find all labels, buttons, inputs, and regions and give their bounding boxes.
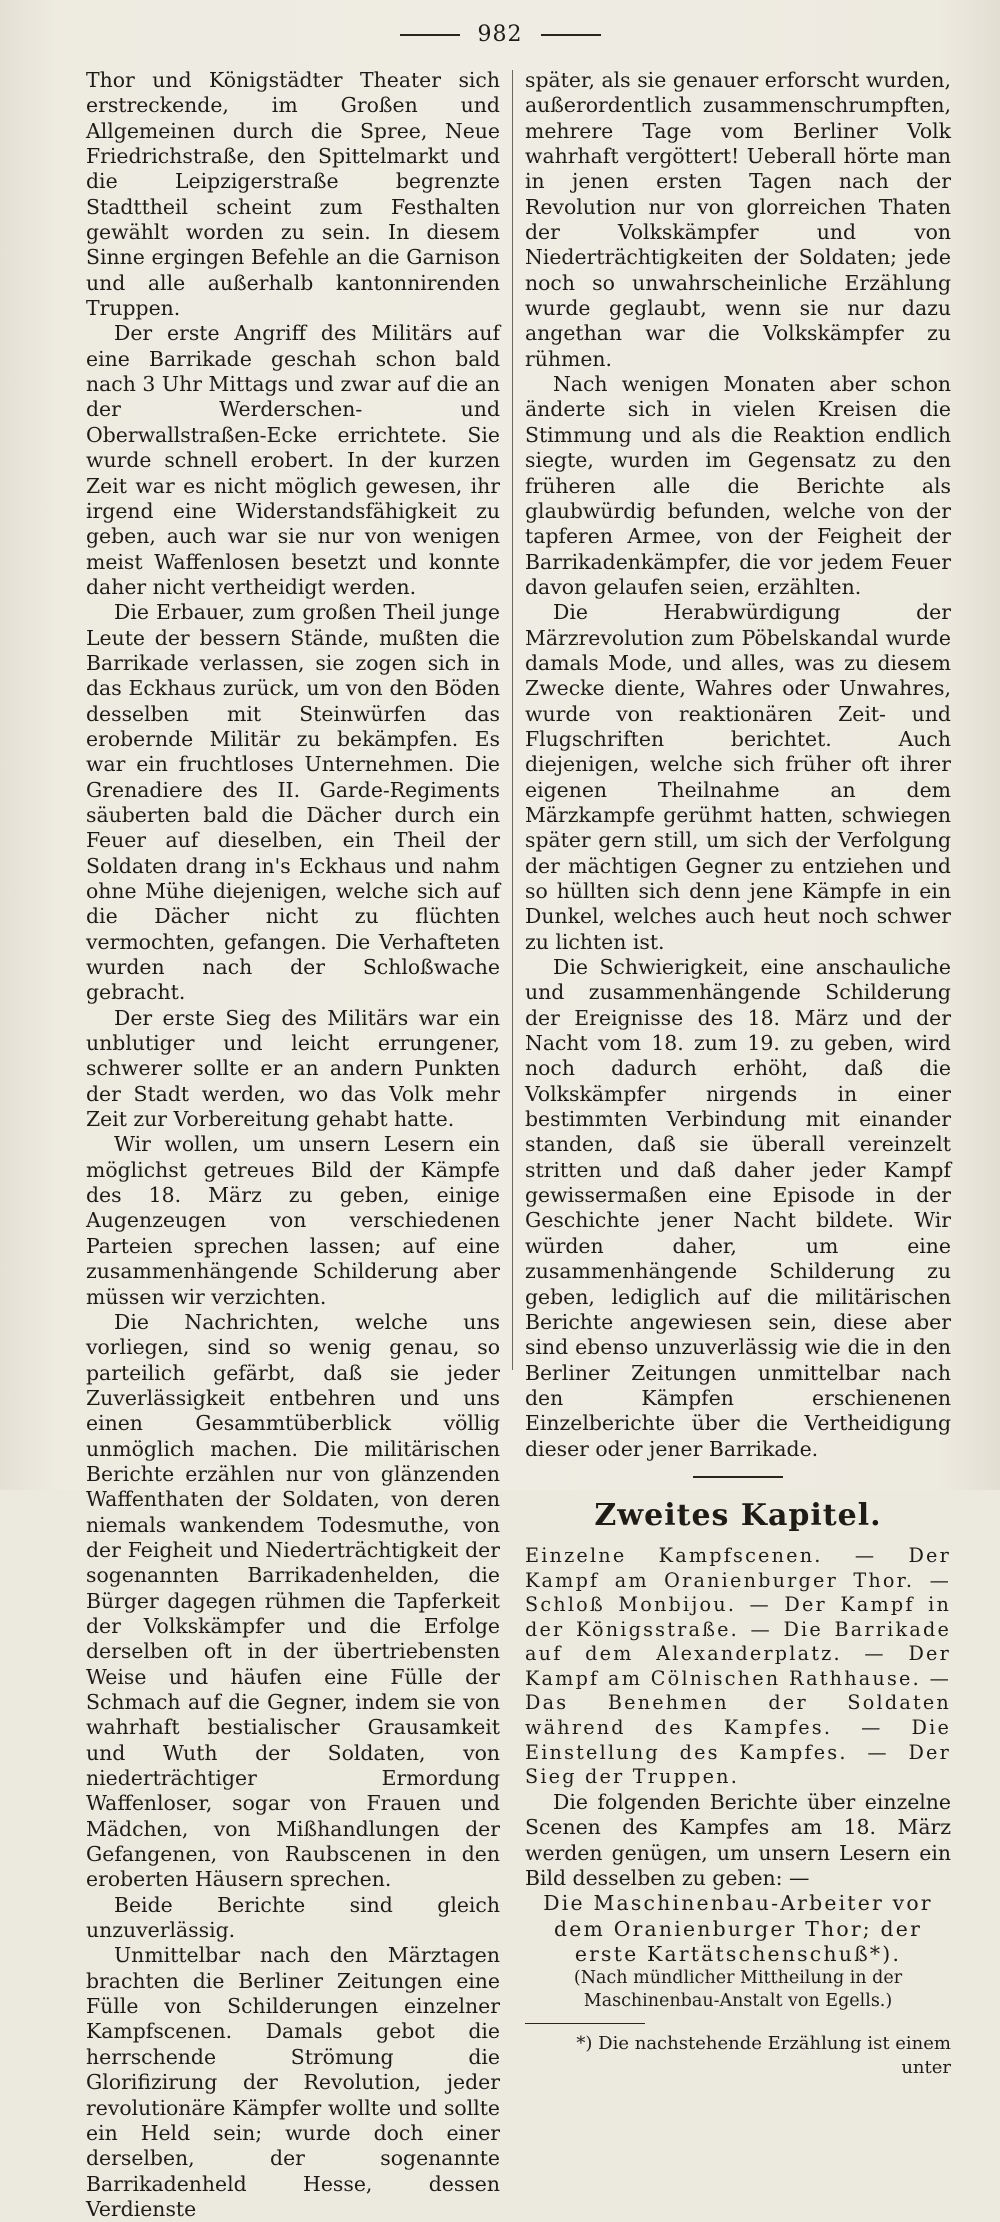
chapter-title: Zweites Kapitel. — [594, 1497, 882, 1533]
right-column — [525, 68, 951, 2080]
paragraph: Die Erbauer, zum großen Theil junge Leute der bessern Stände, mußten die Barrikade verlassen, sie zogen sich in das Eckhaus zurück, um von den Böden desselben mit Steinwürfen das erobernde Militär zu bekämpfen. Es war ein fruchtloses Unternehmen. Die Grenadiere des II. Garde-Regiments säuberten bald die Dächer durch ein Feuer auf dieselben, ein Theil der Soldaten drang in's Eckhaus und nahm ohne Mühe diejenigen, welche sich auf die Dächer nicht zu flüchten vermochten, gefangen. Die Verhafteten wurden nach der Schloßwache gebracht. — [86, 600, 500, 1005]
paragraph: Thor und Königstädter Theater sich erstreckende, im Großen und Allgemeinen durch die Spree, Neue Friedrichstraße, den Spittelmarkt und die Leipzigerstraße begrenzte Stadttheil scheint zum Festhalten gewählt worden zu sein. In diesem Sinne ergingen Befehle an die Garnison und alle außerhalb kantonnirenden Truppen. — [86, 68, 500, 321]
paragraph: später, als sie genauer erforscht wurden, außerordentlich zusammenschrumpften, mehrere Tage vom Berliner Volk wahrhaft vergöttert! Ueberall hörte man in jenen ersten Tagen nach der Revolution nur von glorreichen Thaten der Volkskämpfer und von Niederträchtigkeiten der Soldaten; jede noch so unwahrscheinliche Erzählung wurde geglaubt, wenn sie nur dazu angethan war die Volkskämpfer zu rühmen. — [525, 68, 951, 371]
paragraph: Der erste Angriff des Militärs auf eine Barrikade geschah schon bald nach 3 Uhr Mittags und zwar auf die an der Werderschen- und Oberwallstraßen-Ecke errichtete. Sie wurde schnell erobert. In der kurzen Zeit war es nicht möglich gewesen, ihr irgend eine Widerstandsfähigkeit zu geben, auch war sie nur von wenigen meist Waffenlosen besetzt und konnte daher nicht vertheidigt werden. — [86, 321, 500, 599]
header-rule-right — [541, 34, 601, 36]
header-rule-left — [400, 34, 460, 36]
page-header — [0, 22, 1000, 47]
paragraph: Der erste Sieg des Militärs war ein unblutiger und leicht errungener, schwerer sollte er an andern Punkten der Stadt werden, wo das Volk mehr Zeit zur Vorbereitung gehabt hatte. — [86, 1005, 500, 1132]
paragraph: Nach wenigen Monaten aber schon änderte sich in vielen Kreisen die Stimmung und als die Reaktion endlich siegte, wurden im Gegensatz zu den früheren alle die Berichte als glaubwürdig befunden, welche von der tapferen Armee, von der Feigheit der Barrikadenkämpfer, die vor jedem Feuer davon gelaufen seien, erzählten. — [525, 372, 951, 599]
paragraph: Unmittelbar nach den Märztagen brachten die Berliner Zeitungen eine Fülle von Schilderungen einzelner Kampfscenen. Damals gebot die herrschende Strömung die Glorifizirung der Revolution, jeder revolutionäre Kämpfer wollte und sollte ein Held sein; wurde doch einer derselben, der sogenannte Barrikadenheld Hesse, dessen Verdienste — [86, 1943, 500, 2221]
page-number: 982 — [477, 22, 523, 47]
left-column — [86, 68, 500, 2222]
subheading: Die Maschinenbau-Arbeiter vor dem Oranienburger Thor; der erste Kartätschenschuß*). — [543, 1891, 933, 1966]
column-divider — [512, 70, 513, 1370]
source-note: (Nach mündlicher Mittheilung in der Maschinenbau-Anstalt von Egells.) — [573, 1968, 903, 2012]
paragraph: Die Nachrichten, welche uns vorliegen, sind so wenig genau, so parteilich gefärbt, daß sie jeder Zuverlässigkeit entbehren und uns einen Gesammtüberblick völlig unmöglich machen. Die militärischen Berichte erzählen nur von glänzenden Waffenthaten der Soldaten, von deren niemals wankendem Todesmuthe, von der Feigheit und Niederträchtigkeit der sogenannten Barrikadenhelden, die Bürger dagegen rühmen die Tapferkeit der Volkskämpfer und die Erfolge derselben oft in der übertriebensten Weise und häufen eine Fülle der Schmach auf die Gegner, indem sie von wahrhaft bestialischer Grausamkeit und Wuth der Soldaten, von niederträchtiger Ermordung Waffenloser, sogar von Frauen und Mädchen, von Mißhandlungen der Gefangenen, von Raubscenen in den eroberten Häusern sprechen. — [86, 1309, 500, 1892]
footnote: *) Die nachstehende Erzählung ist einem unter — [576, 2033, 951, 2079]
paragraph: Die Schwierigkeit, eine anschauliche und zusammenhängende Schilderung der Ereignisse des 18. März und der Nacht vom 18. zum 19. zu geben, wird noch dadurch erhöht, daß die Volkskämpfer nirgends in einer bestimmten Verbindung mit einander standen, daß sie überall vereinzelt stritten und daß daher jeder Kampf gewissermaßen eine Episode in der Geschichte jener Nacht bildete. Wir würden daher, um eine zusammenhängende Schilderung zu geben, lediglich auf die militärischen Berichte angewiesen sein, diese aber sind ebenso unzuverlässig wie die in den Berliner Zeitungen unmittelbar nach den Kämpfen erschienenen Einzelberichte über die Vertheidigung dieser oder jener Barrikade. — [525, 955, 951, 1461]
paragraph: Die Herabwürdigung der Märzrevolution zum Pöbelskandal wurde damals Mode, und alles, was zu diesem Zwecke diente, Wahres oder Unwahres, wurde von reaktionären Zeit- und Flugschriften berichtet. Auch diejenigen, welche sich früher oft ihrer eigenen Theilnahme an dem Märzkampfe gerühmt hatten, schwiegen später gern still, um sich der Verfolgung der mächtigen Gegner zu entziehen und so hüllten sich denn jene Kämpfe in ein Dunkel, welches auch heut noch schwer zu lichten ist. — [525, 600, 951, 954]
chapter-summary: Einzelne Kampfscenen. — Der Kampf am Oranienburger Thor. — Schloß Monbijou. — Der Kampf in der Königsstraße. — Die Barrikade auf dem Alexanderplatz. — Der Kampf am Cölnischen Rathhause. — Das Benehmen der Soldaten während des Kampfes. — Die Einstellung des Kampfes. — Der Sieg der Truppen. — [525, 1543, 951, 1789]
paragraph: Wir wollen, um unsern Lesern ein möglichst getreues Bild der Kämpfe des 18. März zu geben, einige Augenzeugen von verschiedenen Parteien sprechen lassen; auf eine zusammenhängende Schilderung aber müssen wir verzichten. — [86, 1132, 500, 1309]
paragraph: Beide Berichte sind gleich unzuverlässig. — [86, 1892, 500, 1943]
section-rule — [693, 1476, 783, 1478]
footnote-rule — [525, 2023, 645, 2024]
chapter-intro: Die folgenden Berichte über einzelne Scenen des Kampfes am 18. März werden genügen, um unsern Lesern ein Bild desselben zu geben: — — [525, 1789, 951, 1890]
